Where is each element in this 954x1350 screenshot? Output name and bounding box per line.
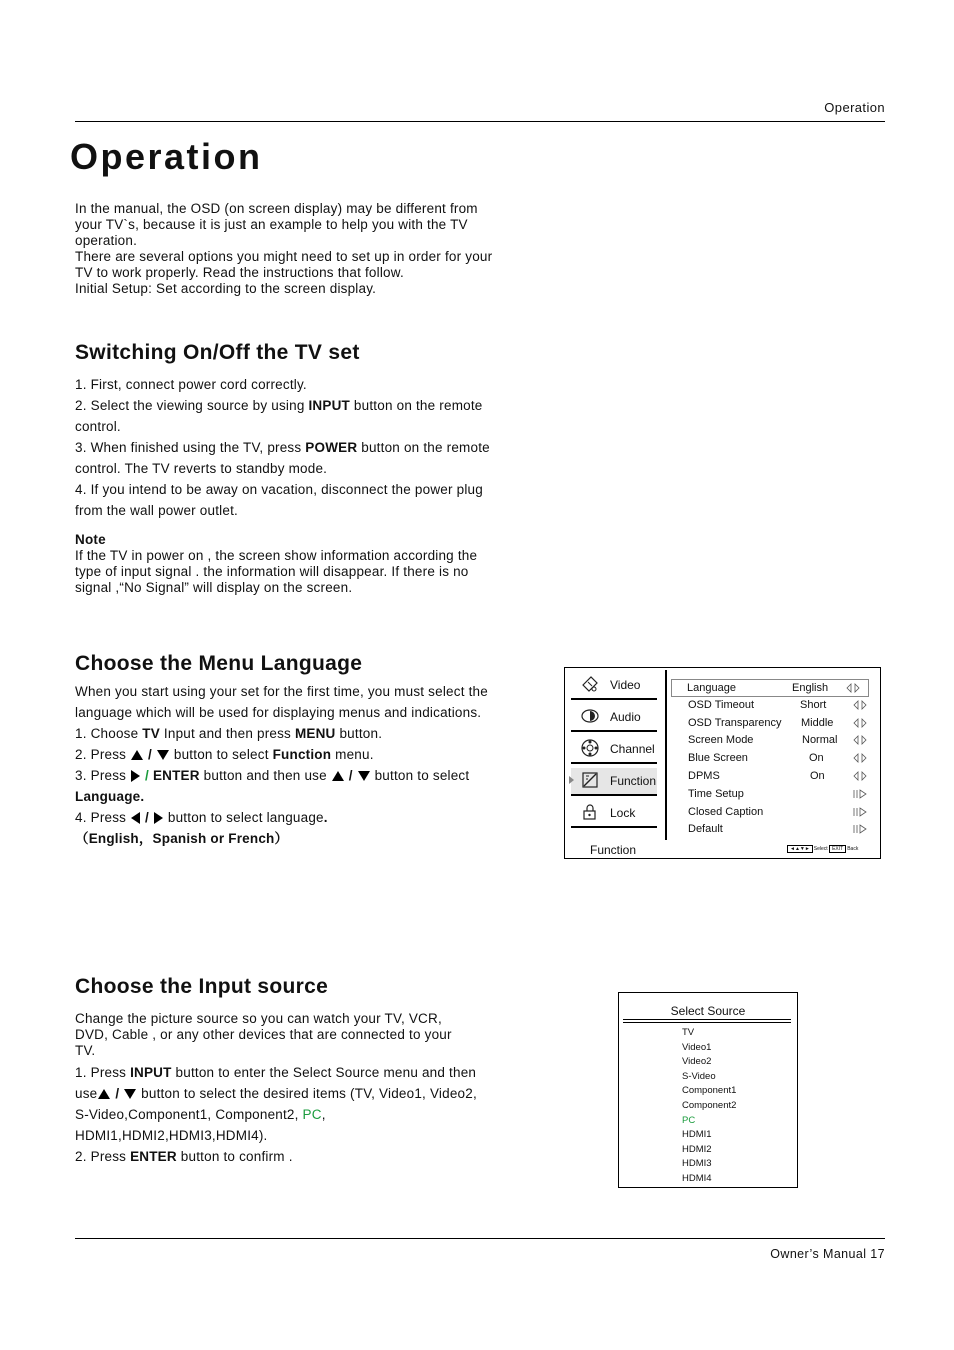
- setting-row-language[interactable]: [671, 679, 869, 697]
- switching-step-3: [75, 437, 500, 479]
- left-right-arrows-icon: [853, 771, 867, 781]
- step-text: button on the remote control. The TV reverts to standby mode.: [75, 440, 490, 476]
- left-arrow-icon: [131, 812, 140, 824]
- exit-key-icon: EXIT: [829, 845, 846, 853]
- setting-row-dpms[interactable]: [673, 768, 875, 786]
- osd-footer-label: Function: [590, 843, 637, 857]
- language-step-4: [75, 807, 495, 828]
- left-right-arrows-icon: [853, 735, 867, 745]
- up-arrow-icon: [131, 750, 143, 760]
- down-arrow-icon: [358, 771, 370, 781]
- header-section-label: Operation: [824, 100, 885, 115]
- title-rule: [623, 1022, 791, 1023]
- setting-label: Closed Caption: [688, 805, 764, 818]
- setting-label: OSD Timeout: [688, 698, 755, 711]
- separator: /: [141, 810, 153, 825]
- setting-row-default[interactable]: [673, 821, 875, 839]
- step-text: 4. Press: [75, 810, 131, 825]
- footer-rule: [75, 1238, 885, 1239]
- setting-row-osd-timeout[interactable]: [673, 697, 875, 715]
- channel-icon: [580, 738, 600, 758]
- switching-heading: Switching On/Off the TV set: [75, 341, 360, 364]
- source-item-video1[interactable]: Video1: [682, 1041, 712, 1053]
- pointer-icon: [569, 776, 574, 784]
- osd-settings-list: [673, 679, 875, 839]
- step-text: button on the remote control.: [75, 398, 483, 434]
- source-item-video2[interactable]: Video2: [682, 1056, 712, 1068]
- step-text: button to confirm .: [176, 1149, 293, 1164]
- step-text: button and then use: [199, 768, 331, 783]
- step-text: button to select: [169, 747, 273, 762]
- pc-highlight: PC: [302, 1107, 322, 1122]
- function-menu-osd: [564, 667, 881, 859]
- left-right-arrows-icon: [853, 753, 867, 763]
- setting-value: On: [810, 769, 825, 782]
- language-step-2: [75, 744, 495, 765]
- function-icon: [580, 770, 600, 790]
- setting-row-closed-caption[interactable]: [673, 804, 875, 822]
- key-input: INPUT: [308, 398, 350, 413]
- setting-row-time-setup[interactable]: [673, 786, 875, 804]
- down-arrow-icon: [124, 1089, 136, 1099]
- language-step-1: [75, 723, 495, 744]
- setting-row-osd-transparency[interactable]: [673, 715, 875, 733]
- setting-row-screen-mode[interactable]: [673, 732, 875, 750]
- input-source-steps: [75, 1062, 485, 1167]
- setting-label: Time Setup: [688, 787, 744, 800]
- left-right-arrows-icon: [853, 718, 867, 728]
- switching-step-4: 4. If you intend to be away on vacation, disconnect the power plug from the wall power outlet.: [75, 482, 483, 518]
- setting-label: DPMS: [688, 769, 720, 782]
- setting-label: Default: [688, 823, 723, 836]
- language-intro: When you start using your set for the first time, you must select the language which will be used for displaying menus and indications.: [75, 684, 488, 720]
- setting-label: OSD Transparency: [688, 716, 782, 729]
- setting-value: English: [792, 682, 829, 694]
- left-right-arrows-icon: [846, 683, 860, 693]
- setting-row-blue-screen[interactable]: [673, 750, 875, 768]
- step-text: menu.: [331, 747, 374, 762]
- input-source-heading: Choose the Input source: [75, 975, 329, 998]
- language-options: （English，Spanish or French）: [75, 831, 289, 846]
- key-power: POWER: [305, 440, 358, 455]
- setting-label: Language: [687, 682, 736, 694]
- enter-arrow-icon: [853, 824, 867, 834]
- intro-paragraph: In the manual, the OSD (on screen display) may be different from your TV`s, because it is just an example to help you with the TV operation.: [75, 201, 478, 248]
- switching-step-2: [75, 395, 500, 437]
- step-text: 2. Press: [75, 1149, 131, 1164]
- step-text: 1. Press: [75, 1065, 131, 1080]
- select-source-osd: [618, 992, 798, 1188]
- step-text: Input and then press: [159, 726, 295, 741]
- separator: /: [344, 768, 357, 783]
- hint-text: Select: [813, 846, 828, 852]
- source-item-hdmi2[interactable]: HDMI2: [682, 1143, 712, 1155]
- source-item-component1[interactable]: Component1: [682, 1085, 737, 1097]
- source-item-tv[interactable]: TV: [682, 1027, 695, 1038]
- sidebar-item-label: Channel: [610, 742, 655, 756]
- step-text: 3. Press: [75, 768, 131, 783]
- osd-divider: [665, 670, 667, 840]
- setting-value: On: [809, 752, 824, 765]
- intro-paragraph: Initial Setup: Set according to the screen display.: [75, 281, 377, 296]
- right-arrow-icon: [154, 812, 163, 824]
- key-function: Function: [272, 747, 332, 762]
- audio-icon: [580, 706, 600, 726]
- intro-paragraph: There are several options you might need to set up in order for your TV to work properly. Read the instructions that follow.: [75, 249, 493, 280]
- sidebar-item-audio[interactable]: [571, 704, 657, 732]
- up-arrow-icon: [98, 1089, 110, 1099]
- note-heading: Note: [75, 532, 106, 547]
- source-item-pc[interactable]: PC: [682, 1114, 696, 1126]
- separator: /: [141, 768, 153, 783]
- enter-arrow-icon: [853, 807, 867, 817]
- footer-page-label: Owner’s Manual 17: [770, 1247, 885, 1261]
- key-language: Language.: [75, 789, 145, 804]
- left-right-arrows-icon: [853, 700, 867, 710]
- page-title: Operation: [70, 136, 263, 177]
- language-step-3: [75, 765, 495, 807]
- intro-text: [75, 201, 495, 297]
- lock-icon: [580, 802, 600, 822]
- sidebar-item-label: Lock: [610, 806, 636, 820]
- step-text: button to enter the Select Source menu and then use: [75, 1065, 477, 1101]
- setting-value: Normal: [802, 734, 838, 747]
- osd-sidebar: [571, 672, 657, 832]
- source-item-hdmi3[interactable]: HDMI3: [682, 1158, 712, 1170]
- sidebar-item-label: Function: [610, 774, 657, 788]
- setting-label: Screen Mode: [688, 734, 754, 747]
- osd-key-hint: [787, 845, 858, 853]
- header-rule: [75, 121, 885, 122]
- language-heading: Choose the Menu Language: [75, 652, 363, 675]
- separator: /: [111, 1086, 124, 1101]
- step-text: button to select: [370, 768, 470, 783]
- input-step-2: [75, 1146, 485, 1167]
- key-enter: ENTER: [152, 768, 200, 783]
- setting-value: Middle: [801, 716, 834, 729]
- setting-label: Blue Screen: [688, 752, 748, 765]
- down-arrow-icon: [157, 750, 169, 760]
- select-source-title: Select Source: [670, 1004, 746, 1018]
- sidebar-item-label: Video: [610, 678, 641, 692]
- step-text: button to select language: [163, 810, 324, 825]
- navigate-keys-icon: ◄▲▼►: [787, 845, 813, 853]
- video-icon: [580, 674, 600, 694]
- switching-step-1: 1. First, connect power cord correctly.: [75, 377, 307, 392]
- separator: /: [144, 747, 156, 762]
- note-text: If the TV in power on , the screen show information according the type of input signal . the information will disappear. If there is no signal ,“No Signal” will display on the screen.: [75, 548, 478, 595]
- key-input: INPUT: [130, 1065, 172, 1080]
- source-list: [682, 1026, 736, 1187]
- sidebar-item-label: Audio: [610, 710, 641, 724]
- step-text: button.: [335, 726, 383, 741]
- key-enter: ENTER: [130, 1149, 177, 1164]
- up-arrow-icon: [332, 771, 344, 781]
- title-rule: [623, 1019, 791, 1020]
- step-text: 3. When finished using the TV, press: [75, 440, 306, 455]
- step-text: 1. Choose: [75, 726, 143, 741]
- source-item-s-video[interactable]: S-Video: [682, 1070, 716, 1082]
- source-item-hdmi4[interactable]: HDMI4: [682, 1172, 712, 1184]
- key-menu: MENU: [294, 726, 336, 741]
- step-text: .: [323, 810, 328, 825]
- source-item-component2[interactable]: Component2: [682, 1099, 737, 1111]
- language-steps: [75, 681, 495, 849]
- sidebar-item-video[interactable]: [571, 672, 657, 700]
- input-source-intro: Change the picture source so you can watch your TV, VCR, DVD, Cable , or any other devices that are connected to your TV.: [75, 1011, 452, 1058]
- enter-arrow-icon: [853, 789, 867, 799]
- sidebar-item-function[interactable]: [571, 768, 657, 796]
- step-text: 2. Press: [75, 747, 131, 762]
- source-item-hdmi1[interactable]: HDMI1: [682, 1129, 712, 1141]
- step-text: button to select the desired items (TV, Video1, Video2, S-Video,Component1, Component2,: [75, 1086, 477, 1122]
- setting-value: Short: [800, 698, 827, 711]
- note-block: [75, 532, 495, 596]
- step-text: 2. Select the viewing source by using: [75, 398, 309, 413]
- key-tv: TV: [142, 726, 160, 741]
- right-arrow-icon: [131, 770, 140, 782]
- input-step-1: [75, 1062, 485, 1146]
- sidebar-item-lock[interactable]: [571, 800, 657, 828]
- step-text: , HDMI1,HDMI2,HDMI3,HDMI4).: [75, 1107, 326, 1143]
- switching-steps: [75, 374, 500, 521]
- hint-text: Back: [847, 846, 859, 852]
- sidebar-item-channel[interactable]: [571, 736, 657, 764]
